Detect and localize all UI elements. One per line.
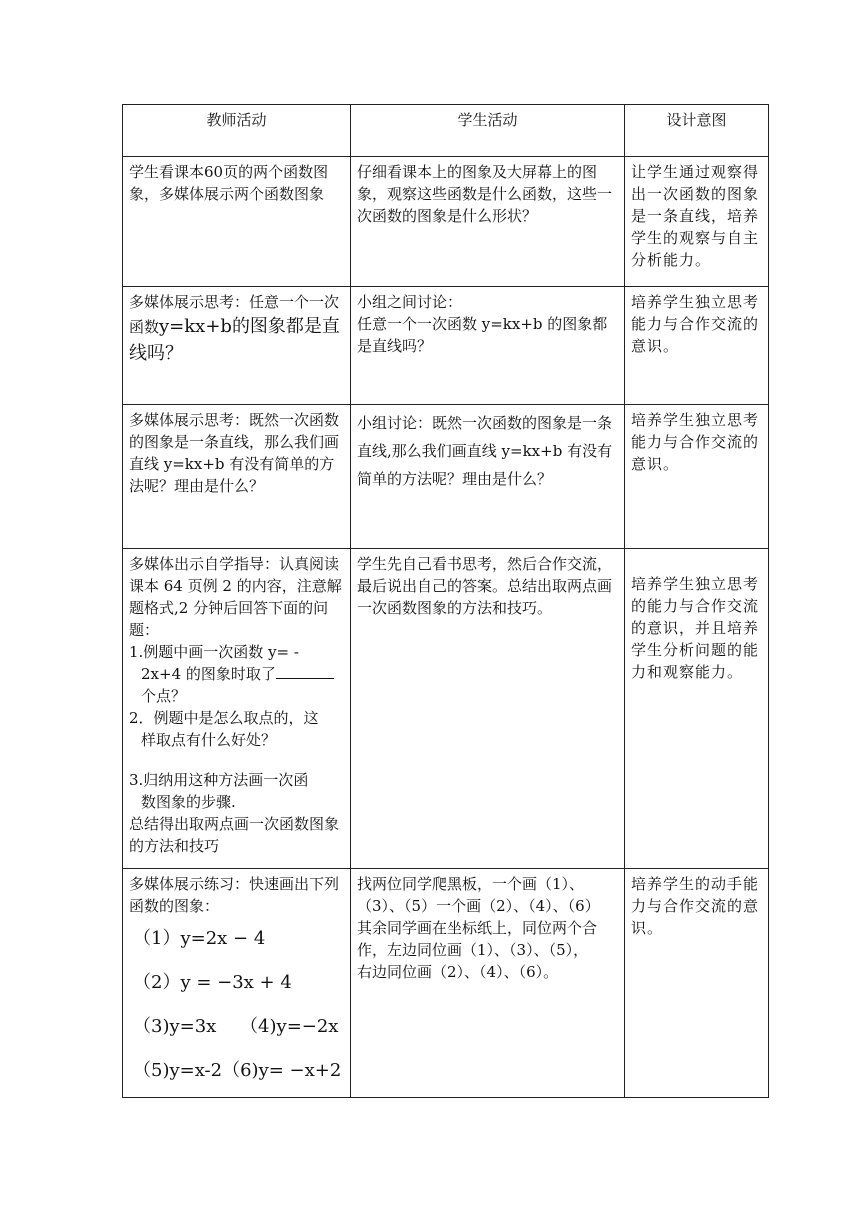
header-student-activity: 学生活动 xyxy=(351,105,625,157)
design-intent-cell: 培养学生独立思考能力与合作交流的意识。 xyxy=(625,405,769,549)
spacer xyxy=(129,751,344,769)
design-intent-cell: 让学生通过观察得出一次函数的图象是一条直线，培养学生的观察与自主分析能力。 xyxy=(625,157,769,287)
teacher-activity-cell: 多媒体展示思考：既然一次函数的图象是一条直线，那么我们画直线 y=kx+b 有没有简单的方法呢？理由是什么？ xyxy=(123,405,351,549)
question-2-cont: 样取点有什么好处？ xyxy=(141,731,277,749)
student-activity-cell: 小组讨论：既然一次函数的图象是一条直线,那么我们画直线 y=kx+b 有没有简单的方法呢？理由是什么？ xyxy=(351,405,625,549)
design-intent-cell: 培养学生独立思考的能力与合作交流的意识，并且培养学生分析问题的能力和观察能力。 xyxy=(625,549,769,869)
design-intent-cell: 培养学生的动手能力与合作交流的意识。 xyxy=(625,869,769,1098)
table-row xyxy=(123,549,769,869)
teacher-text: 的图象都是直线吗？ xyxy=(129,316,340,364)
equation-1: （1）y=2x − 4 xyxy=(133,928,266,949)
teacher-text: 多媒体展示思考：任意一个一次函数 xyxy=(129,293,340,336)
summary-text: 总结得出取两点画一次函数图象的方法和技巧 xyxy=(129,815,340,855)
equation-4: （5)y=x-2（6)y= −x+2 xyxy=(133,1060,342,1081)
teacher-text: 多媒体出示自学指导：认真阅读课本 64 页例 2 的内容，注意解题格式,2 分钟后回答下面的问题： xyxy=(129,555,342,639)
teacher-activity-cell: 学生看课本60页的两个函数图象，多媒体展示两个函数图象 xyxy=(123,157,351,287)
equation-2: （2）y = −3x + 4 xyxy=(133,972,292,993)
table-row xyxy=(123,157,769,287)
header-design-intent: 设计意图 xyxy=(625,105,769,157)
question-3: 3.归纳用这种方法画一次函 xyxy=(129,771,309,789)
teacher-activity-cell xyxy=(123,287,351,405)
equation-3: （3)y=3x （4)y=−2x xyxy=(133,1016,339,1037)
question-1-text: 2x+4 的图象时取了 xyxy=(141,665,276,683)
formula-text: y=kx+b xyxy=(159,316,232,337)
teacher-activity-cell xyxy=(123,549,351,869)
question-3-cont: 数图象的步骤. xyxy=(141,793,236,811)
student-text: 小组之间讨论： xyxy=(357,293,463,311)
question-1-cont xyxy=(129,663,344,685)
answer-blank xyxy=(276,664,334,679)
teacher-text: 多媒体展示练习：快速画出下列函数的图象： xyxy=(129,875,340,915)
student-activity-cell: 仔细看课本上的图象及大屏幕上的图象，观察这些函数是什么函数，这些一次函数的图象是什么形状？ xyxy=(351,157,625,287)
student-activity-cell xyxy=(351,287,625,405)
question-1-end: 个点？ xyxy=(141,687,187,705)
header-row xyxy=(123,105,769,157)
question-2: 2．例题中是怎么取点的，这 xyxy=(129,709,319,727)
student-text: 任意一个一次函数 y=kx+b 的图象都是直线吗？ xyxy=(357,315,608,355)
header-teacher-activity: 教师活动 xyxy=(123,105,351,157)
table-row xyxy=(123,869,769,1098)
teacher-activity-cell xyxy=(123,869,351,1098)
student-text: 右边同位画（2）、（4）、（6）。 xyxy=(357,963,559,981)
student-activity-cell xyxy=(351,869,625,1098)
question-1: 1.例题中画一次函数 y= - xyxy=(129,643,299,661)
design-intent-cell: 培养学生独立思考能力与合作交流的意识。 xyxy=(625,287,769,405)
lesson-plan-table xyxy=(122,104,769,1098)
student-text: 找两位同学爬黑板，一个画（1）、（3）、（5）一个画（2）、（4）、（6） xyxy=(357,875,600,915)
table-row xyxy=(123,405,769,549)
table-row xyxy=(123,287,769,405)
student-activity-cell: 学生先自己看书思考，然后合作交流，最后说出自己的答案。总结出取两点画一次函数图象的方法和技巧。 xyxy=(351,549,625,869)
student-text: 其余同学画在坐标纸上，同位两个合作，左边同位画（1）、（3）、（5）， xyxy=(357,919,598,959)
